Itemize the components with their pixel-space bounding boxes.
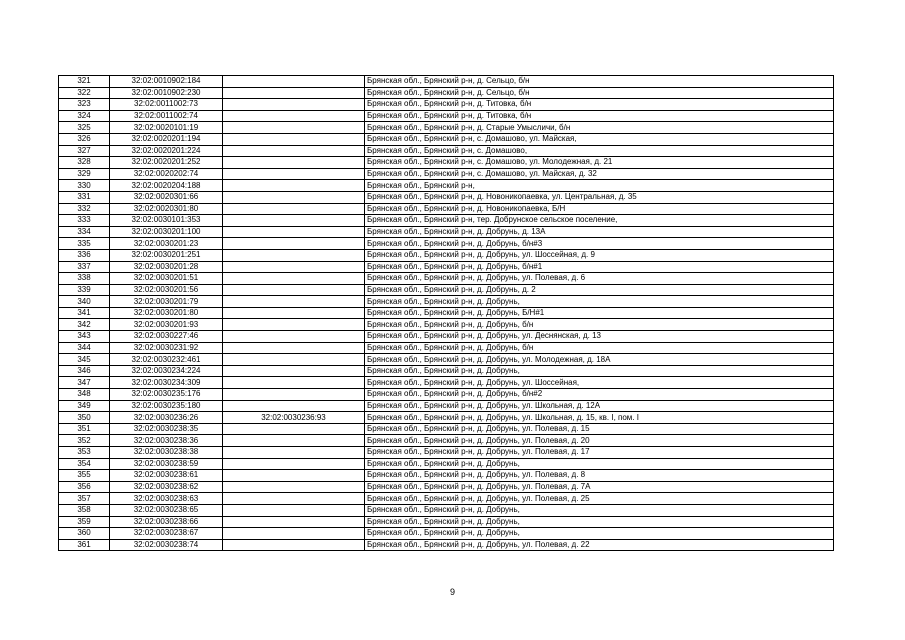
cadastral-number-cell: 32:02:0030238:36 [110,435,223,447]
row-number-cell: 354 [59,458,110,470]
row-number-cell: 341 [59,307,110,319]
address-cell: Брянская обл., Брянский р-н, д. Добрунь, ул. Деснянская, д. 13 [365,331,834,343]
table-row [59,423,834,435]
table-row [59,157,834,169]
cadastral-number-cell: 32:02:0030232:461 [110,354,223,366]
table-row [59,191,834,203]
address-cell: Брянская обл., Брянский р-н, с. Домашово, [365,145,834,157]
cadastral-number-cell: 32:02:0030235:180 [110,400,223,412]
parent-cadastral-cell [223,493,365,505]
table-row [59,458,834,470]
address-cell: Брянская обл., Брянский р-н, д. Добрунь, [365,516,834,528]
address-cell: Брянская обл., Брянский р-н, д. Добрунь, ул. Полевая, д. 25 [365,493,834,505]
cadastral-number-cell: 32:02:0030235:176 [110,389,223,401]
cadastral-number-cell: 32:02:0030201:93 [110,319,223,331]
parent-cadastral-cell [223,133,365,145]
table-row [59,273,834,285]
cadastral-number-cell: 32:02:0030201:251 [110,249,223,261]
row-number-cell: 351 [59,423,110,435]
address-cell: Брянская обл., Брянский р-н, с. Домашово, ул. Молодежная, д. 21 [365,157,834,169]
address-cell: Брянская обл., Брянский р-н, д. Добрунь, Б/Н#1 [365,307,834,319]
address-cell: Брянская обл., Брянский р-н, д. Добрунь, ул. Полевая, д. 6 [365,273,834,285]
row-number-cell: 345 [59,354,110,366]
table-row [59,493,834,505]
row-number-cell: 324 [59,110,110,122]
parent-cadastral-cell [223,238,365,250]
table-row [59,180,834,192]
parent-cadastral-cell [223,377,365,389]
table-row [59,516,834,528]
cadastral-number-cell: 32:02:0030201:80 [110,307,223,319]
cadastral-number-cell: 32:02:0020301:80 [110,203,223,215]
parent-cadastral-cell [223,249,365,261]
row-number-cell: 339 [59,284,110,296]
row-number-cell: 342 [59,319,110,331]
registry-table [58,75,834,551]
row-number-cell: 333 [59,215,110,227]
table-row [59,389,834,401]
row-number-cell: 359 [59,516,110,528]
row-number-cell: 357 [59,493,110,505]
address-cell: Брянская обл., Брянский р-н, д. Добрунь, б/н [365,342,834,354]
address-cell: Брянская обл., Брянский р-н, д. Добрунь, ул. Полевая, д. 7А [365,481,834,493]
cadastral-number-cell: 32:02:0030201:56 [110,284,223,296]
row-number-cell: 344 [59,342,110,354]
row-number-cell: 352 [59,435,110,447]
cadastral-number-cell: 32:02:0020301:66 [110,191,223,203]
address-cell: Брянская обл., Брянский р-н, с. Домашово, ул. Майская, д. 32 [365,168,834,180]
address-cell: Брянская обл., Брянский р-н, д. Добрунь, [365,504,834,516]
row-number-cell: 356 [59,481,110,493]
cadastral-number-cell: 32:02:0030231:92 [110,342,223,354]
page-number: 9 [449,587,455,597]
parent-cadastral-cell [223,481,365,493]
table-row [59,261,834,273]
row-number-cell: 332 [59,203,110,215]
row-number-cell: 321 [59,76,110,88]
table-row [59,481,834,493]
cadastral-number-cell: 32:02:0030238:38 [110,447,223,459]
address-cell: Брянская обл., Брянский р-н, д. Добрунь, д. 2 [365,284,834,296]
row-number-cell: 361 [59,539,110,551]
address-cell: Брянская обл., Брянский р-н, д. Добрунь, ул. Полевая, д. 15 [365,423,834,435]
table-row [59,435,834,447]
parent-cadastral-cell [223,87,365,99]
cadastral-number-cell: 32:02:0011002:73 [110,99,223,111]
row-number-cell: 350 [59,412,110,424]
parent-cadastral-cell [223,470,365,482]
cadastral-number-cell: 32:02:0011002:74 [110,110,223,122]
table-row [59,504,834,516]
address-cell: Брянская обл., Брянский р-н, д. Добрунь, б/н#2 [365,389,834,401]
table-row [59,145,834,157]
address-cell: Брянская обл., Брянский р-н, д. Добрунь, д. 13А [365,226,834,238]
address-cell: Брянская обл., Брянский р-н, д. Добрунь, ул. Шоссейная, д. 9 [365,249,834,261]
cadastral-number-cell: 32:02:0020201:194 [110,133,223,145]
table-row [59,377,834,389]
parent-cadastral-cell [223,365,365,377]
table-row [59,87,834,99]
cadastral-number-cell: 32:02:0020101:19 [110,122,223,134]
address-cell: Брянская обл., Брянский р-н, д. Добрунь, ул. Шоссейная, [365,377,834,389]
table-row [59,354,834,366]
row-number-cell: 327 [59,145,110,157]
parent-cadastral-cell [223,191,365,203]
row-number-cell: 353 [59,447,110,459]
parent-cadastral-cell [223,458,365,470]
parent-cadastral-cell [223,203,365,215]
parent-cadastral-cell [223,180,365,192]
table-row [59,76,834,88]
address-cell: Брянская обл., Брянский р-н, д. Добрунь, [365,528,834,540]
cadastral-number-cell: 32:02:0020201:252 [110,157,223,169]
address-cell: Брянская обл., Брянский р-н, д. Добрунь, б/н [365,319,834,331]
cadastral-number-cell: 32:02:0030234:224 [110,365,223,377]
parent-cadastral-cell [223,331,365,343]
row-number-cell: 323 [59,99,110,111]
address-cell: Брянская обл., Брянский р-н, д. Добрунь, ул. Школьная, д. 12А [365,400,834,412]
cadastral-number-cell: 32:02:0030238:35 [110,423,223,435]
cadastral-number-cell: 32:02:0030201:51 [110,273,223,285]
cadastral-number-cell: 32:02:0030201:28 [110,261,223,273]
cadastral-number-cell: 32:02:0020202:74 [110,168,223,180]
table-row [59,528,834,540]
parent-cadastral-cell [223,423,365,435]
cadastral-number-cell: 32:02:0030236:26 [110,412,223,424]
table-row [59,122,834,134]
parent-cadastral-cell [223,110,365,122]
address-cell: Брянская обл., Брянский р-н, д. Старые Умысличи, б/н [365,122,834,134]
cadastral-number-cell: 32:02:0030227:46 [110,331,223,343]
address-cell: Брянская обл., Брянский р-н, д. Сельцо, б/н [365,87,834,99]
cadastral-number-cell: 32:02:0030238:61 [110,470,223,482]
cadastral-number-cell: 32:02:0030238:65 [110,504,223,516]
parent-cadastral-cell [223,226,365,238]
row-number-cell: 355 [59,470,110,482]
table-row [59,470,834,482]
table-row [59,226,834,238]
row-number-cell: 340 [59,296,110,308]
address-cell: Брянская обл., Брянский р-н, д. Добрунь, ул. Полевая, д. 20 [365,435,834,447]
cadastral-number-cell: 32:02:0030238:63 [110,493,223,505]
parent-cadastral-cell [223,273,365,285]
parent-cadastral-cell [223,76,365,88]
address-cell: Брянская обл., Брянский р-н, д. Добрунь, ул. Полевая, д. 8 [365,470,834,482]
row-number-cell: 325 [59,122,110,134]
address-cell: Брянская обл., Брянский р-н, д. Добрунь, ул. Полевая, д. 22 [365,539,834,551]
cadastral-number-cell: 32:02:0020201:224 [110,145,223,157]
address-cell: Брянская обл., Брянский р-н, д. Добрунь, ул. Молодежная, д. 18А [365,354,834,366]
cadastral-number-cell: 32:02:0030201:23 [110,238,223,250]
parent-cadastral-cell [223,539,365,551]
parent-cadastral-cell [223,157,365,169]
address-cell: Брянская обл., Брянский р-н, д. Добрунь, б/н#1 [365,261,834,273]
parent-cadastral-cell [223,215,365,227]
table-row [59,412,834,424]
parent-cadastral-cell [223,122,365,134]
address-cell: Брянская обл., Брянский р-н, [365,180,834,192]
cadastral-number-cell: 32:02:0020204:188 [110,180,223,192]
cadastral-number-cell: 32:02:0030238:67 [110,528,223,540]
row-number-cell: 358 [59,504,110,516]
address-cell: Брянская обл., Брянский р-н, д. Добрунь, [365,296,834,308]
parent-cadastral-cell [223,145,365,157]
address-cell: Брянская обл., Брянский р-н, д. Добрунь, [365,365,834,377]
cadastral-number-cell: 32:02:0010902:184 [110,76,223,88]
table-row [59,307,834,319]
address-cell: Брянская обл., Брянский р-н, д. Титовка, б/н [365,110,834,122]
address-cell: Брянская обл., Брянский р-н, д. Добрунь, ул. Полевая, д. 17 [365,447,834,459]
address-cell: Брянская обл., Брянский р-н, д. Сельцо, б/н [365,76,834,88]
cadastral-number-cell: 32:02:0010902:230 [110,87,223,99]
table-row [59,215,834,227]
table-row [59,203,834,215]
address-cell: Брянская обл., Брянский р-н, тер. Добрунское сельское поселение, [365,215,834,227]
row-number-cell: 322 [59,87,110,99]
cadastral-number-cell: 32:02:0030238:59 [110,458,223,470]
row-number-cell: 336 [59,249,110,261]
row-number-cell: 348 [59,389,110,401]
parent-cadastral-cell [223,435,365,447]
parent-cadastral-cell: 32:02:0030236:93 [223,412,365,424]
address-cell: Брянская обл., Брянский р-н, д. Добрунь, [365,458,834,470]
parent-cadastral-cell [223,284,365,296]
parent-cadastral-cell [223,342,365,354]
table-row [59,284,834,296]
table-row [59,319,834,331]
row-number-cell: 347 [59,377,110,389]
address-cell: Брянская обл., Брянский р-н, д. Добрунь, ул. Школьная, д. 15, кв. I, пом. I [365,412,834,424]
table-row [59,539,834,551]
table-row [59,238,834,250]
table-row [59,447,834,459]
row-number-cell: 337 [59,261,110,273]
row-number-cell: 349 [59,400,110,412]
table-body [59,76,834,551]
parent-cadastral-cell [223,528,365,540]
table-row [59,133,834,145]
table-row [59,110,834,122]
table-row [59,296,834,308]
cadastral-number-cell: 32:02:0030234:309 [110,377,223,389]
row-number-cell: 329 [59,168,110,180]
row-number-cell: 335 [59,238,110,250]
row-number-cell: 330 [59,180,110,192]
address-cell: Брянская обл., Брянский р-н, с. Домашово, ул. Майская, [365,133,834,145]
address-cell: Брянская обл., Брянский р-н, д. Новоникопаевка, Б/Н [365,203,834,215]
cadastral-number-cell: 32:02:0030201:79 [110,296,223,308]
table-row [59,168,834,180]
cadastral-number-cell: 32:02:0030238:74 [110,539,223,551]
table-row [59,400,834,412]
parent-cadastral-cell [223,400,365,412]
row-number-cell: 328 [59,157,110,169]
parent-cadastral-cell [223,261,365,273]
parent-cadastral-cell [223,296,365,308]
row-number-cell: 326 [59,133,110,145]
address-cell: Брянская обл., Брянский р-н, д. Титовка, б/н [365,99,834,111]
cadastral-number-cell: 32:02:0030201:100 [110,226,223,238]
row-number-cell: 334 [59,226,110,238]
parent-cadastral-cell [223,447,365,459]
row-number-cell: 338 [59,273,110,285]
cadastral-number-cell: 32:02:0030238:66 [110,516,223,528]
parent-cadastral-cell [223,516,365,528]
parent-cadastral-cell [223,354,365,366]
parent-cadastral-cell [223,389,365,401]
address-cell: Брянская обл., Брянский р-н, д. Добрунь, б/н#3 [365,238,834,250]
row-number-cell: 343 [59,331,110,343]
cadastral-number-cell: 32:02:0030101:353 [110,215,223,227]
row-number-cell: 331 [59,191,110,203]
parent-cadastral-cell [223,504,365,516]
table-row [59,249,834,261]
row-number-cell: 346 [59,365,110,377]
table-row [59,365,834,377]
address-cell: Брянская обл., Брянский р-н, д. Новоникопаевка, ул. Центральная, д. 35 [365,191,834,203]
table-row [59,99,834,111]
parent-cadastral-cell [223,307,365,319]
table-row [59,342,834,354]
row-number-cell: 360 [59,528,110,540]
parent-cadastral-cell [223,319,365,331]
cadastral-number-cell: 32:02:0030238:62 [110,481,223,493]
parent-cadastral-cell [223,168,365,180]
parent-cadastral-cell [223,99,365,111]
table-row [59,331,834,343]
